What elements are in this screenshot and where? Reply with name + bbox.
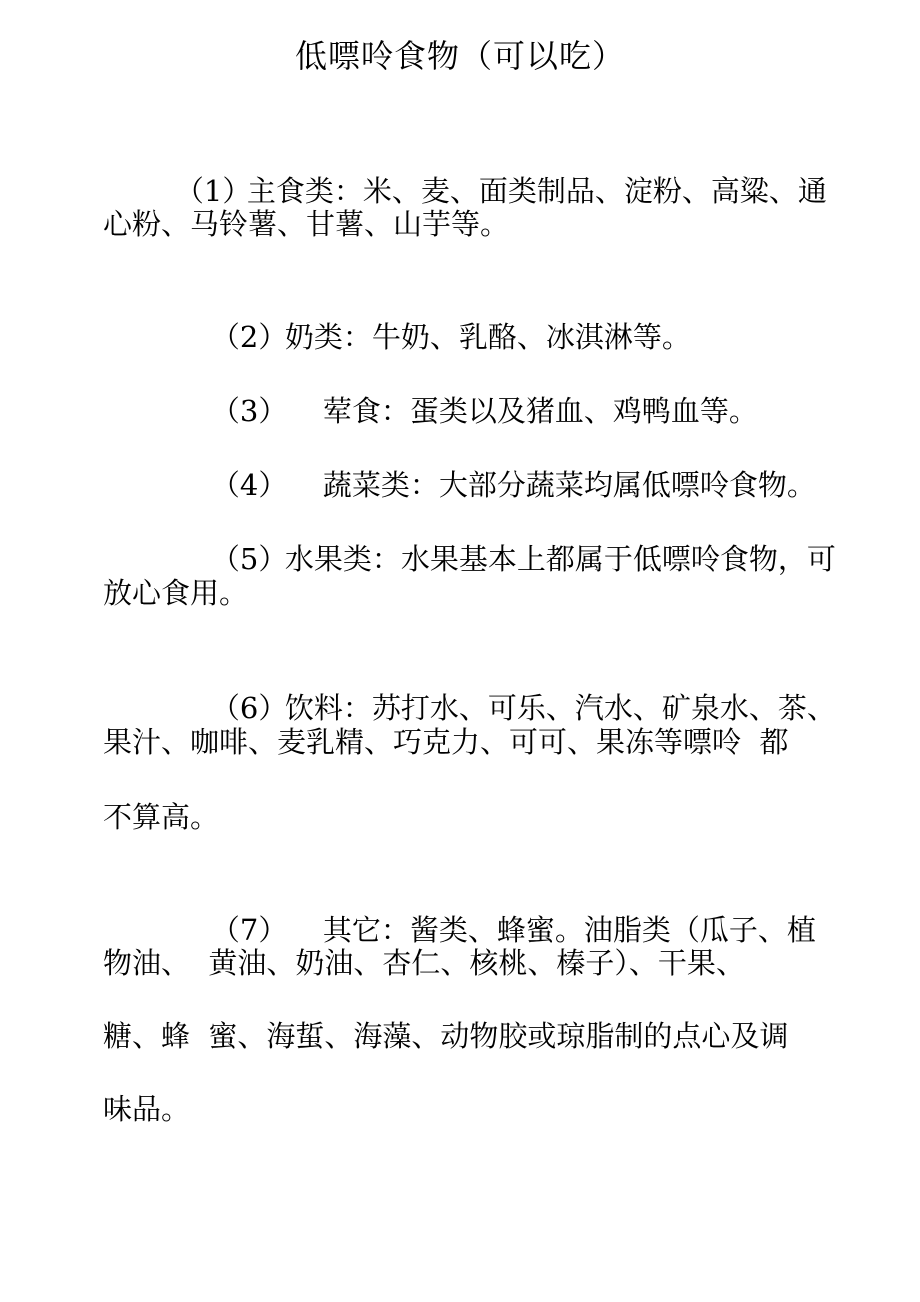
item-2-text: 奶类：牛奶、乳酪、冰淇淋等。 — [284, 320, 691, 354]
item-2-marker: （2） — [210, 320, 288, 354]
item-7-continuation-1: 物油、 黄油、奶油、杏仁、核桃、榛子）、干果、 — [103, 946, 745, 980]
item-3-text: 荤食：蛋类以及猪血、鸡鸭血等。 — [322, 394, 758, 428]
item-1-continuation-1: 心粉、马铃薯、甘薯、山芋等。 — [103, 207, 510, 241]
item-5-marker: （5） — [210, 542, 288, 576]
item-7-text: 其它：酱类、蜂蜜。油脂类（瓜子、植 — [322, 913, 816, 947]
item-7-marker: （7） — [210, 913, 288, 947]
item-6-continuation-1: 果汁、咖啡、麦乳精、巧克力、可可、果冻等嘌呤 都 — [103, 725, 789, 759]
item-5-line — [174, 499, 836, 619]
item-4-marker: （4） — [210, 468, 288, 502]
item-7-continuation-3: 味品。 — [103, 1092, 191, 1126]
item-1-marker: （1） — [174, 174, 252, 208]
item-5-text: 水果类：水果基本上都属于低嘌呤食物，可 — [284, 542, 836, 576]
item-3-marker: （3） — [210, 394, 288, 428]
page-title: 低嘌呤食物（可以吃） — [294, 37, 625, 75]
item-6-marker: （6） — [210, 691, 288, 725]
item-6-text: 饮料：苏打水、可乐、汽水、矿泉水、茶、 — [284, 691, 836, 725]
item-1-text: 主食类：米、麦、面类制品、淀粉、高粱、通 — [246, 174, 827, 208]
item-4-text: 蔬菜类：大部分蔬菜均属低嘌呤食物。 — [322, 468, 816, 502]
item-5-continuation-1: 放心食用。 — [103, 576, 249, 610]
item-7-continuation-2: 糖、蜂 蜜、海蜇、海藻、动物胶或琼脂制的点心及调 — [103, 1019, 789, 1053]
item-6-continuation-2: 不算高。 — [103, 800, 220, 834]
